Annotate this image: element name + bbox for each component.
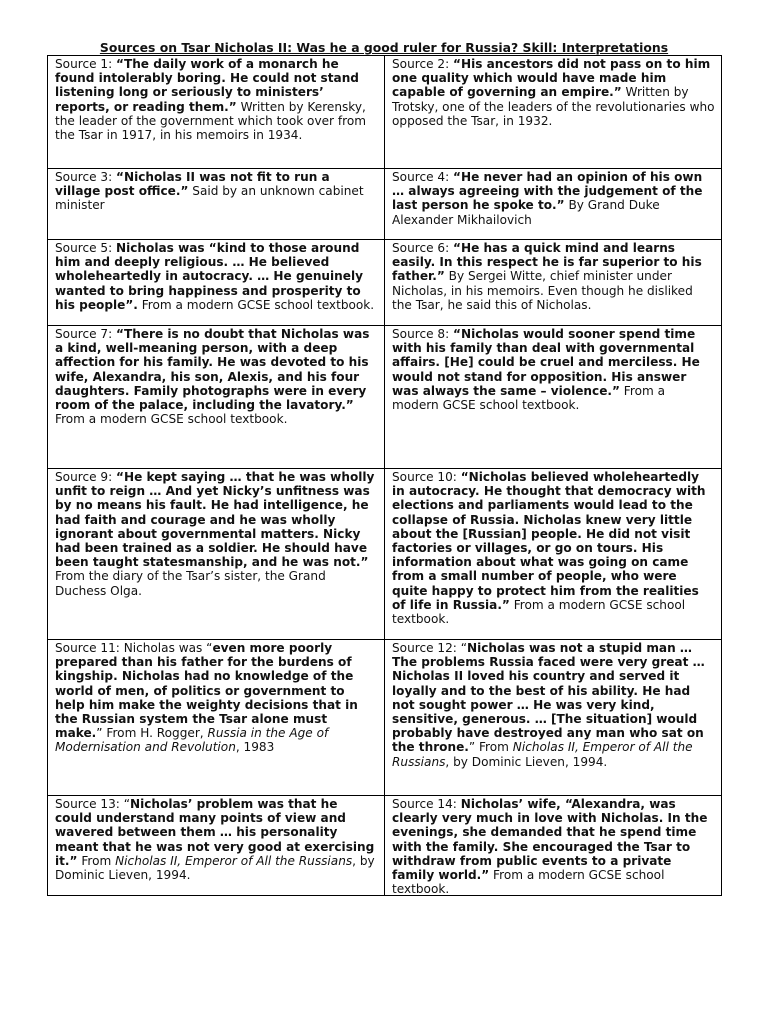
- source-quote: “Nicholas believed wholeheartedly in autocracy. He thought that democracy with elections and parliaments would lead to the collapse of Russia. Nicholas knew very little about the [Russian] people. He did not visit factories or villages, or go on tours. His information about what was going on came from a small number of people, who were quite happy to protect him from the realities of life in Russia.”: [392, 470, 706, 612]
- source-attribution: From a modern GCSE school textbook.: [137, 297, 375, 312]
- source-attribution: Said by an unknown cabinet minister: [55, 184, 364, 213]
- source-label: Source 1:: [55, 57, 116, 71]
- source-attribution: ” From: [468, 740, 513, 755]
- source-quote: “He has a quick mind and learns easily. In this respect he is far superior to his father.”: [392, 241, 702, 284]
- source-label: Source 5:: [55, 241, 116, 255]
- source-year: , by Dominic Lieven, 1994.: [445, 754, 608, 769]
- source-label: Source 2:: [392, 57, 453, 71]
- table-row: [48, 469, 722, 640]
- source-year: , by Dominic Lieven, 1994.: [55, 853, 375, 883]
- table-row: [48, 240, 722, 326]
- source-quote: Nicholas was “kind to those around him and deeply religious. … He believed wholeheartedly in autocracy. … He genuinely wanted to bring happiness and prosperity to his people”.: [55, 241, 364, 312]
- source-label: Source 10:: [392, 470, 461, 484]
- source-quote: Nicholas was not a stupid man … The problems Russia faced were very great … Nicholas II loved his country and served it loyally and to the best of his ability. He had not sought power … He was very kind, sensitive, generous. … [The situation] would probably have destroyed any man who sat on the throne.: [392, 641, 705, 755]
- table-row: [48, 56, 722, 169]
- source-quote: Nicholas’ problem was that he could understand many points of view and wavered between them … his personality meant that he was not very good at exercising it.”: [55, 797, 375, 868]
- source-label: Source 11: Nicholas was “: [55, 641, 213, 655]
- source-2-cell: [385, 56, 722, 169]
- source-label: Source 14:: [392, 797, 461, 811]
- source-label: Source 7:: [55, 327, 116, 341]
- sources-table: [47, 55, 722, 896]
- source-12-cell: [385, 640, 722, 796]
- source-quote: “He never had an opinion of his own … always agreeing with the judgement of the last person he spoke to.”: [392, 170, 703, 213]
- source-attribution: By Grand Duke Alexander Mikhailovich: [392, 198, 660, 227]
- source-attribution: From a modern GCSE school textbook.: [392, 597, 686, 627]
- source-9-cell: [48, 469, 385, 640]
- source-label: Source 13: “: [55, 797, 130, 811]
- source-quote: “His ancestors did not pass on to him one quality which would have made him capable of governing an empire.”: [392, 57, 711, 100]
- source-13-cell: [48, 796, 385, 896]
- book-title: Russia in the Age of Modernisation and Revolution: [55, 726, 329, 755]
- source-attribution: From the diary of the Tsar’s sister, the Grand Duchess Olga.: [55, 569, 326, 598]
- source-quote: “The daily work of a monarch he found intolerably boring. He could not stand listening long or seriously to ministers’ reports, or reading them.”: [55, 57, 359, 114]
- source-11-cell: [48, 640, 385, 796]
- source-quote: even more poorly prepared than his father for the burdens of kingship. Nicholas had no knowledge of the world of men, of politics or government to help him make the weighty decisions that in the Russian system the Tsar alone must make.: [55, 641, 358, 741]
- source-quote: “Nicholas would sooner spend time with his family than deal with governmental affairs. [He] could be cruel and merciless. He would not stand for opposition. His answer was always the same – violence.”: [392, 327, 700, 398]
- source-attribution: Written by Trotsky, one of the leaders of the revolutionaries who opposed the Tsar, in 1932.: [392, 85, 715, 128]
- table-row: [48, 326, 722, 469]
- source-attribution: From a modern GCSE school textbook.: [392, 868, 665, 896]
- table-row: [48, 169, 722, 240]
- source-5-cell: [48, 240, 385, 326]
- source-quote: “There is no doubt that Nicholas was a kind, well-meaning person, with a deep affection for his family. He was devoted to his wife, Alexandra, his son, Alexis, and his four daughters. Family photographs were in every room of the palace, including the lavatory.”: [55, 327, 370, 413]
- source-attribution: From a modern GCSE school textbook.: [392, 383, 666, 413]
- source-quote: Nicholas’ wife, “Alexandra, was clearly very much in love with Nicholas. In the evenings, she demanded that he spend time with the family. She encouraged the Tsar to withdraw from public events to a private family world.”: [392, 797, 708, 883]
- source-attribution: By Sergei Witte, chief minister under Nicholas, in his memoirs. Even though he disliked the Tsar, he said this of Nicholas.: [392, 269, 693, 312]
- book-title: Nicholas II, Emperor of All the Russians: [115, 853, 353, 868]
- source-label: Source 9:: [55, 470, 116, 484]
- source-label: Source 4:: [392, 170, 453, 184]
- source-14-cell: [385, 796, 722, 896]
- source-attribution: From: [77, 853, 116, 868]
- source-label: Source 8:: [392, 327, 453, 341]
- source-attribution: ” From H. Rogger,: [96, 726, 208, 741]
- source-4-cell: [385, 169, 722, 240]
- page-title: Sources on Tsar Nicholas II: Was he a good ruler for Russia? Skill: Interpretations: [99, 40, 669, 55]
- source-year: , 1983: [235, 740, 275, 755]
- source-3-cell: [48, 169, 385, 240]
- source-7-cell: [48, 326, 385, 469]
- source-1-cell: [48, 56, 385, 169]
- source-attribution: Written by Kerensky, the leader of the government which took over from the Tsar in 1917, in his memoirs in 1934.: [55, 99, 367, 143]
- source-label: Source 12: “: [392, 641, 467, 655]
- table-row: [48, 796, 722, 896]
- source-6-cell: [385, 240, 722, 326]
- source-quote: “Nicholas II was not fit to run a village post office.”: [55, 170, 330, 199]
- book-title: Nicholas II, Emperor of All the Russians: [392, 740, 693, 769]
- source-8-cell: [385, 326, 722, 469]
- source-quote: “He kept saying … that he was wholly unfit to reign … And yet Nicky’s unfitness was by no means his fault. He had intelligence, he had faith and courage and he was wholly ignorant about governmental matters. Nicky had been trained as a soldier. He should have been taught statesmanship, and he was not.”: [55, 470, 375, 570]
- source-attribution: From a modern GCSE school textbook.: [55, 412, 288, 427]
- source-label: Source 3:: [55, 170, 116, 184]
- table-row: [48, 640, 722, 796]
- source-10-cell: [385, 469, 722, 640]
- source-label: Source 6:: [392, 241, 453, 255]
